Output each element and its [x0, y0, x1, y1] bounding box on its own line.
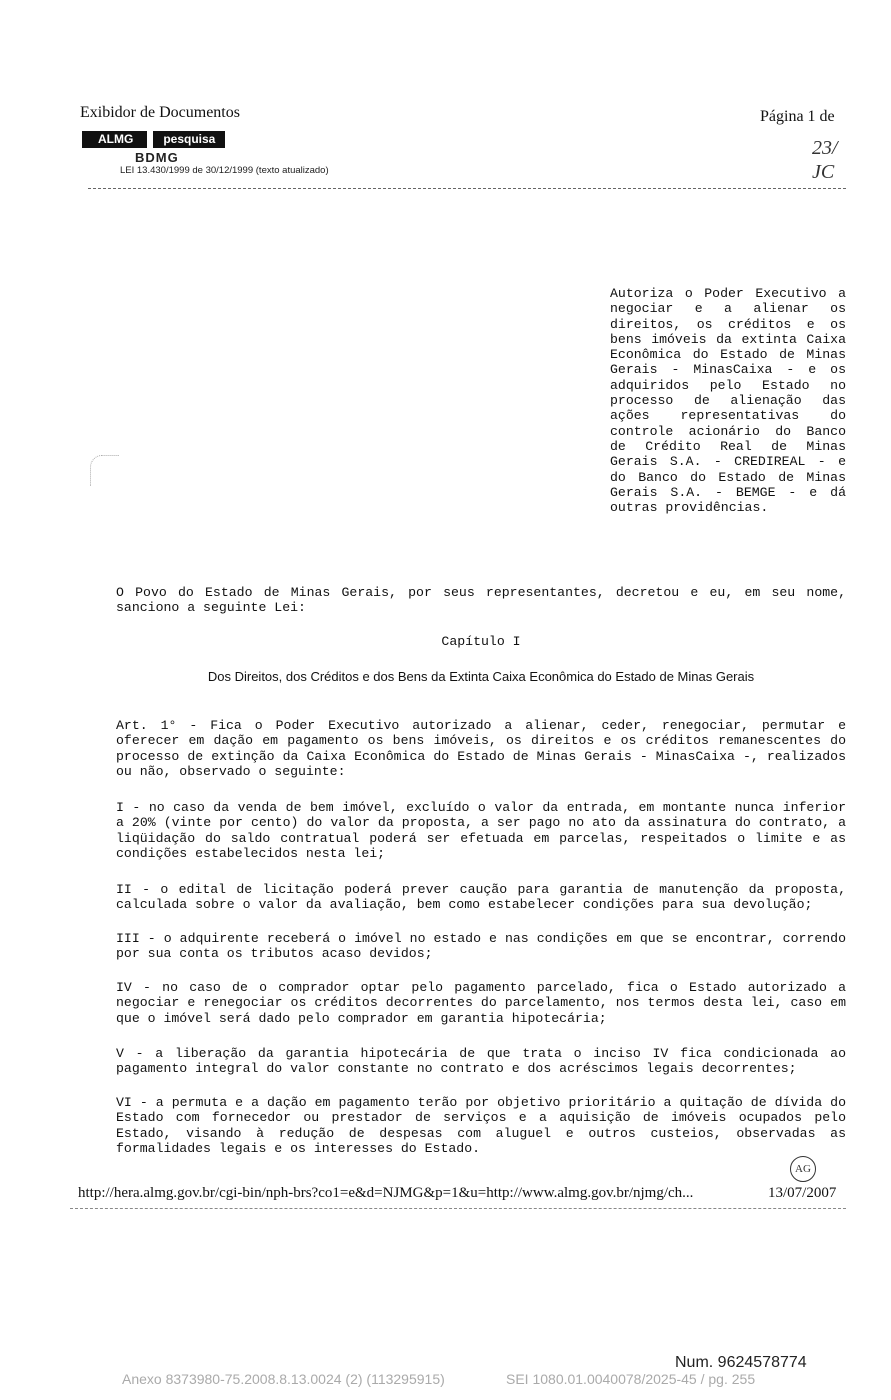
pesquisa-link[interactable]: pesquisa — [153, 131, 225, 148]
document-number: Num. 9624578774 — [675, 1354, 807, 1371]
almg-logo-bar[interactable] — [82, 131, 225, 148]
sei-reference: SEI 1080.01.0040078/2025-45 / pg. 255 — [506, 1371, 756, 1387]
inciso-v: V - a liberação da garantia hipotecária de que trata o inciso IV fica condicionada ao pagamento integral do valor constante no contrato e dos acréscimos legais decorrentes; — [116, 1046, 846, 1077]
inciso-vi: VI - a permuta e a dação em pagamento terão por objetivo prioritário a quitação de dívida do Estado com fornecedor ou prestador de serviços e a aquisição de imóveis ocupados pelo Estado, visando à redução de despesas com aluguel e outros custeios, observadas as formalidades legais e os interesses do Estado. — [116, 1095, 846, 1156]
inciso-i: I - no caso da venda de bem imóvel, excluído o valor da entrada, em montante nunca inferior a 20% (vinte por cento) do valor da proposta, a ser pago no ato da assinatura do contrato, a liqüidação do saldo contratual poderá ser efetuada em parcelas, respeitados o limite e as condições estabelecidos nesta lei; — [116, 800, 846, 861]
inciso-iv: IV - no caso de o comprador optar pelo pagamento parcelado, fica o Estado autorizado a negociar e renegociar os créditos decorrentes do parcelamento, nos termos desta lei, caso em que o imóvel será dado pelo comprador em garantia hipotecária; — [116, 980, 846, 1026]
bdmg-logo-mark: BDMG — [135, 150, 179, 165]
initials-stamp: AG — [790, 1156, 816, 1182]
annex-reference: Anexo 8373980-75.2008.8.13.0024 (2) (113295915) — [122, 1371, 445, 1387]
print-date: 13/07/2007 — [768, 1185, 837, 1201]
chapter-title: Dos Direitos, dos Créditos e dos Bens da Extinta Caixa Econômica do Estado de Minas Gerais — [207, 669, 755, 684]
handwritten-signature: 23/ JC — [812, 137, 838, 183]
article-1: Art. 1° - Fica o Poder Executivo autorizado a alienar, ceder, renegociar, permutar e oferecer em dação em pagamento os bens imóveis, os direitos e os créditos remanescentes do processo de extinção da Caixa Econômica do Estado de Minas Gerais - MinasCaixa -, realizados ou não, observado o seguinte: — [116, 718, 846, 779]
law-summary: Autoriza o Poder Executivo a negociar e a alienar os direitos, os créditos e os bens imóveis da extinta Caixa Econômica do Estado de Minas Gerais - MinasCaixa - e os adquiridos pelo Estado no processo de alienação das ações representativas do controle acionário do Banco de Crédito Real de Minas Gerais S.A. - CREDIREAL - e do Banco do Estado de Minas Gerais S.A. - BEMGE - e dá outras providências. — [610, 286, 846, 516]
source-url[interactable]: http://hera.almg.gov.br/cgi-bin/nph-brs?co1=e&d=NJMG&p=1&u=http://www.almg.gov.br/njmg/ch... — [78, 1185, 694, 1201]
inciso-ii: II - o edital de licitação poderá prever caução para garantia de manutenção da proposta, calculada sobre o valor da avaliação, bem como estabelecer condições para sua devolução; — [116, 882, 846, 913]
document-viewer-title: Exibidor de Documentos — [80, 104, 240, 121]
chapter-heading: Capítulo I — [441, 634, 521, 649]
inciso-iii: III - o adquirente receberá o imóvel no estado e nas condições em que se encontrar, correndo por sua conta os tributos acaso devidos; — [116, 931, 846, 962]
page-number: Página 1 de — [760, 108, 835, 125]
footer-divider — [70, 1208, 846, 1209]
preamble: O Povo do Estado de Minas Gerais, por seus representantes, decretou e eu, em seu nome, sanciono a seguinte Lei: — [116, 585, 846, 616]
scan-artifact — [90, 455, 119, 486]
header-divider — [88, 188, 846, 189]
law-reference-line: LEI 13.430/1999 de 30/12/1999 (texto atualizado) — [120, 165, 329, 176]
almg-logo[interactable]: ALMG — [82, 131, 147, 148]
